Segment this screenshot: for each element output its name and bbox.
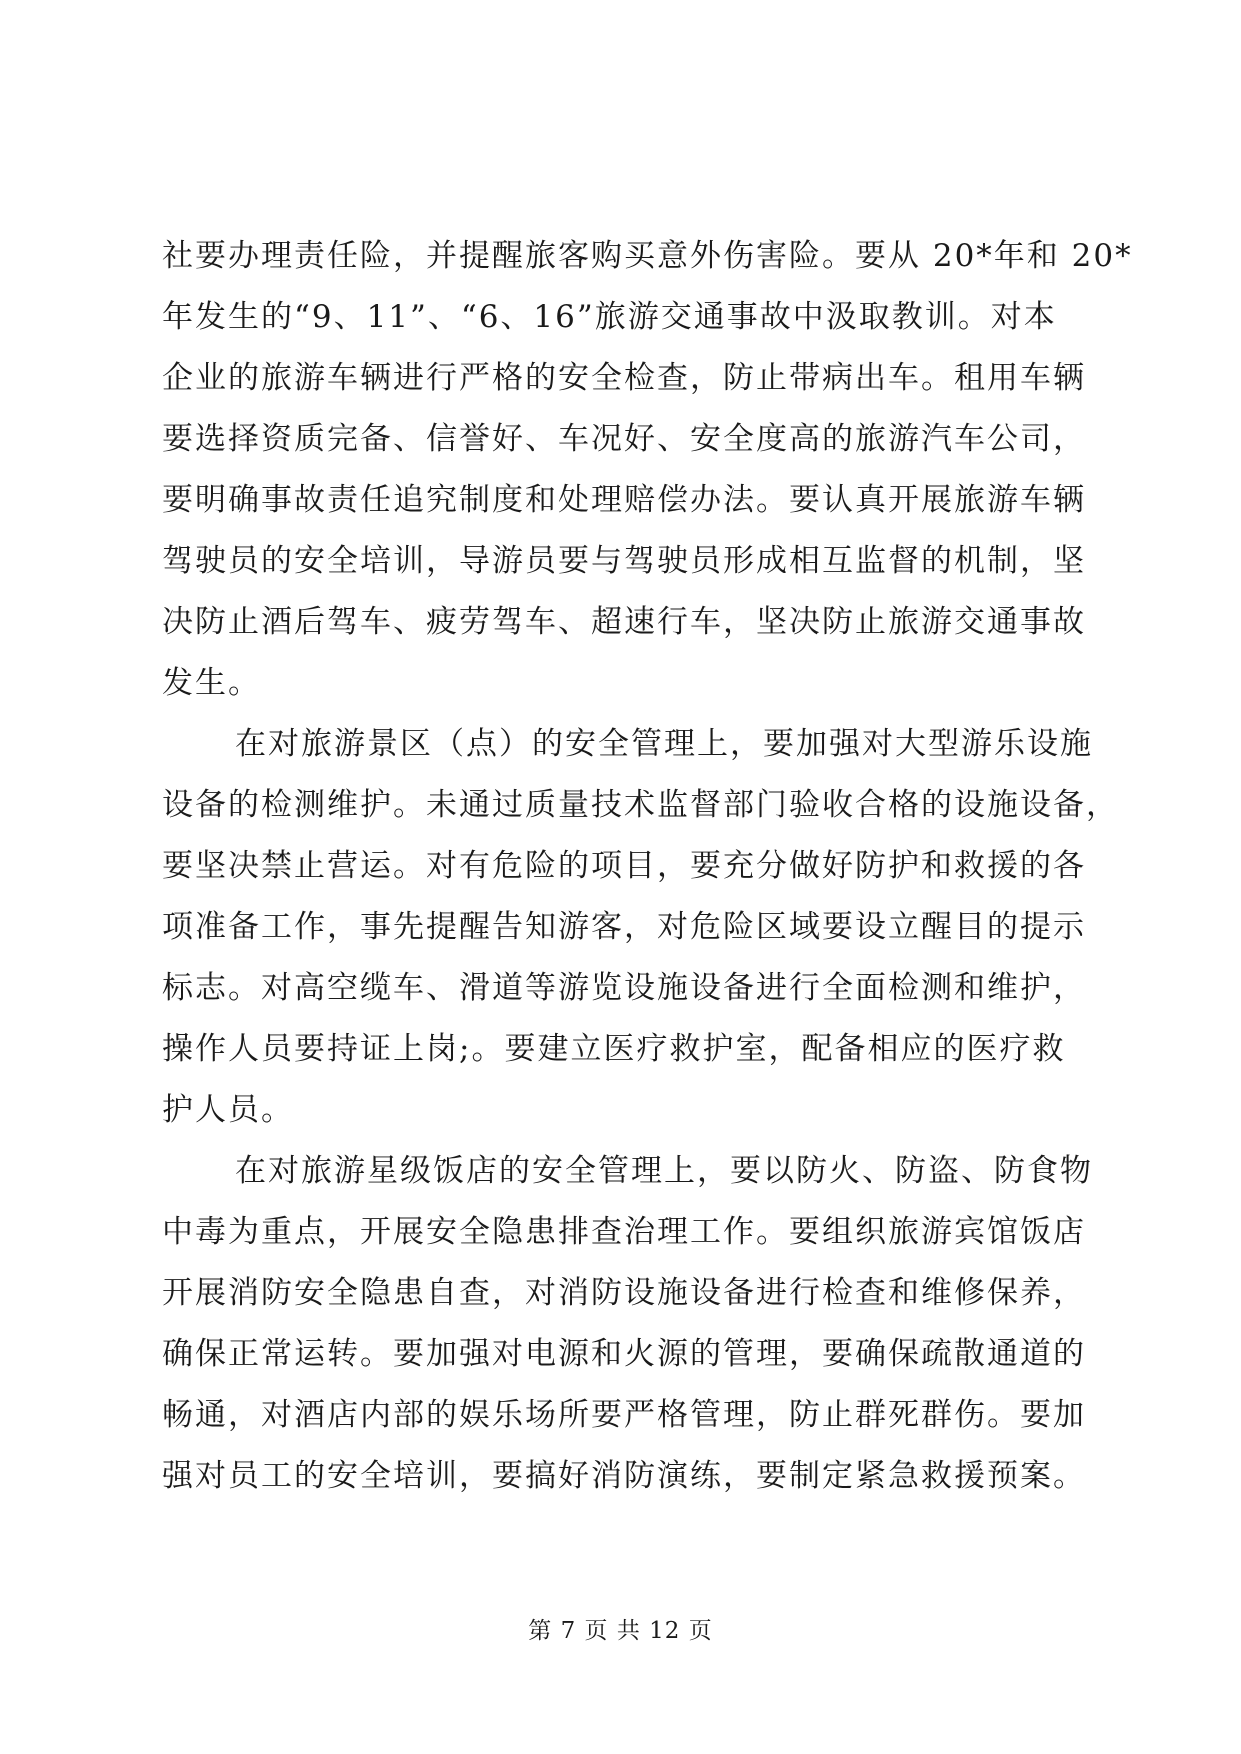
text-line: 标志。对高空缆车、滑道等游览设施设备进行全面检测和维护， (162, 970, 1086, 1006)
text-line: 企业的旅游车辆进行严格的安全检查，防止带病出车。租用车辆 (162, 360, 1086, 396)
text-line: 护人员。 (162, 1092, 294, 1128)
page-number-footer: 第 7 页 共 12 页 (528, 1618, 713, 1644)
text-line: 要明确事故责任追究制度和处理赔偿办法。要认真开展旅游车辆 (162, 482, 1086, 518)
text-line: 发生。 (162, 665, 261, 701)
text-line: 畅通，对酒店内部的娱乐场所要严格管理，防止群死群伤。要加 (162, 1397, 1086, 1433)
text-line: 中毒为重点，开展安全隐患排查治理工作。要组织旅游宾馆饭店 (162, 1214, 1086, 1250)
text-line: 设备的检测维护。未通过质量技术监督部门验收合格的设施设备， (162, 787, 1119, 823)
text-line: 决防止酒后驾车、疲劳驾车、超速行车，坚决防止旅游交通事故 (162, 604, 1086, 640)
paragraph-first-line: 在对旅游景区（点）的安全管理上，要加强对大型游乐设施 (235, 726, 1093, 762)
document-body (162, 226, 1133, 1507)
text-line: 强对员工的安全培训，要搞好消防演练，要制定紧急救援预案。 (162, 1458, 1086, 1494)
text-line: 社要办理责任险，并提醒旅客购买意外伤害险。要从 20*年和 20* (162, 238, 1133, 274)
text-line: 驾驶员的安全培训，导游员要与驾驶员形成相互监督的机制，坚 (162, 543, 1086, 579)
text-line: 确保正常运转。要加强对电源和火源的管理，要确保疏散通道的 (162, 1336, 1086, 1372)
text-line: 年发生的“9、11”、“6、16”旅游交通事故中汲取教训。对本 (162, 299, 1057, 335)
text-line: 开展消防安全隐患自查，对消防设施设备进行检查和维修保养， (162, 1275, 1086, 1311)
text-line: 要选择资质完备、信誉好、车况好、安全度高的旅游汽车公司， (162, 421, 1086, 457)
paragraph-first-line: 在对旅游星级饭店的安全管理上，要以防火、防盗、防食物 (235, 1153, 1093, 1189)
text-line: 项准备工作，事先提醒告知游客，对危险区域要设立醒目的提示 (162, 909, 1086, 945)
text-line: 操作人员要持证上岗;。要建立医疗救护室，配备相应的医疗救 (162, 1031, 1066, 1067)
text-line: 要坚决禁止营运。对有危险的项目，要充分做好防护和救援的各 (162, 848, 1086, 884)
